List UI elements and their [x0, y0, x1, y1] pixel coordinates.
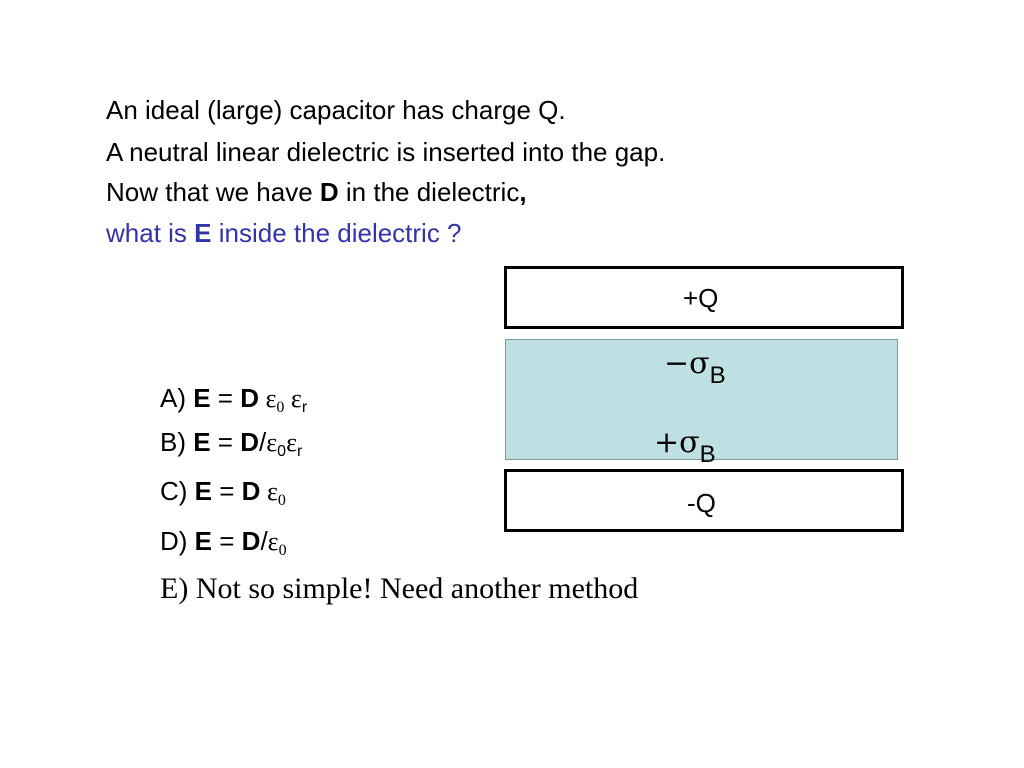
answer-d-lhs: E: [194, 526, 213, 556]
question-line-1: [106, 94, 566, 126]
question-line-2-text: A neutral linear dielectric is inserted into the gap.: [106, 137, 666, 167]
answer-c-letter: C): [160, 476, 195, 506]
answer-a-letter: A): [160, 383, 194, 413]
answer-c-epsilon: ε: [260, 477, 278, 506]
answer-b-slash: /: [259, 427, 267, 457]
answer-b-eq: =: [210, 427, 241, 457]
question-line-3-mid: in the dielectric: [338, 177, 520, 207]
question-line-3-comma: ,: [519, 177, 527, 207]
symbol-e-bold: E: [194, 218, 212, 248]
question-line-3: [106, 176, 527, 208]
answer-c-epsilon-sub: 0: [277, 492, 286, 509]
answer-a-lhs: E: [193, 383, 211, 413]
answer-a-epsilon-r: ε: [284, 384, 302, 413]
answer-c-d: D: [241, 476, 261, 506]
question-line-4: [106, 217, 462, 249]
answer-b-epsilon-r-sub: r: [296, 443, 303, 460]
answer-c-eq: =: [212, 476, 242, 506]
answer-a-eq: =: [210, 383, 241, 413]
question-line-4-prefix: what is: [106, 218, 195, 248]
answer-d-epsilon: ε: [267, 527, 279, 556]
bound-charge-negative-sigma: σ: [689, 346, 710, 381]
answer-b-lhs: E: [193, 427, 211, 457]
bound-charge-negative: [664, 346, 726, 390]
question-line-2: [106, 136, 665, 168]
answer-e[interactable]: [160, 573, 638, 605]
top-plate: [504, 266, 904, 329]
top-plate-label: +Q: [683, 283, 719, 313]
bound-charge-negative-sub: B: [709, 362, 726, 389]
bottom-plate-label: -Q: [687, 488, 716, 518]
question-line-3-prefix: Now that we have: [106, 177, 320, 207]
answer-d-eq: =: [212, 526, 242, 556]
symbol-d-bold: D: [319, 177, 339, 207]
answer-d-slash: /: [260, 526, 268, 556]
bottom-plate: [504, 469, 904, 532]
answer-a[interactable]: [160, 382, 307, 415]
question-line-4-suffix: inside the dielectric ?: [211, 218, 462, 248]
answer-b-epsilon: ε: [266, 428, 278, 457]
answer-a-d: D: [240, 383, 259, 413]
bound-charge-positive-sub: B: [699, 441, 716, 468]
question-line-1-text: An ideal (large) capacitor has charge Q.: [106, 95, 566, 125]
answer-d[interactable]: [160, 525, 287, 558]
answer-a-epsilon-r-sub: r: [301, 399, 308, 416]
bound-charge-positive-sigma: σ: [679, 425, 700, 460]
answer-d-letter: D): [160, 526, 195, 556]
answer-b-epsilon-r: ε: [286, 428, 297, 457]
bound-charge-positive: [654, 425, 716, 469]
answer-c-lhs: E: [194, 476, 213, 506]
answer-d-epsilon-sub: 0: [278, 542, 287, 559]
answer-d-d: D: [241, 526, 261, 556]
answer-c[interactable]: [160, 475, 286, 508]
answer-b-epsilon-sub: 0: [277, 443, 287, 460]
answer-b-letter: B): [160, 427, 194, 457]
bound-charge-positive-sign: +: [654, 425, 680, 460]
answer-b-d: D: [240, 427, 259, 457]
answer-e-text: E) Not so simple! Need another method: [160, 572, 639, 605]
answer-a-epsilon: ε: [259, 384, 277, 413]
answer-a-epsilon-sub: 0: [276, 399, 285, 416]
bound-charge-negative-sign: −: [664, 346, 690, 381]
answer-b[interactable]: [160, 426, 302, 459]
